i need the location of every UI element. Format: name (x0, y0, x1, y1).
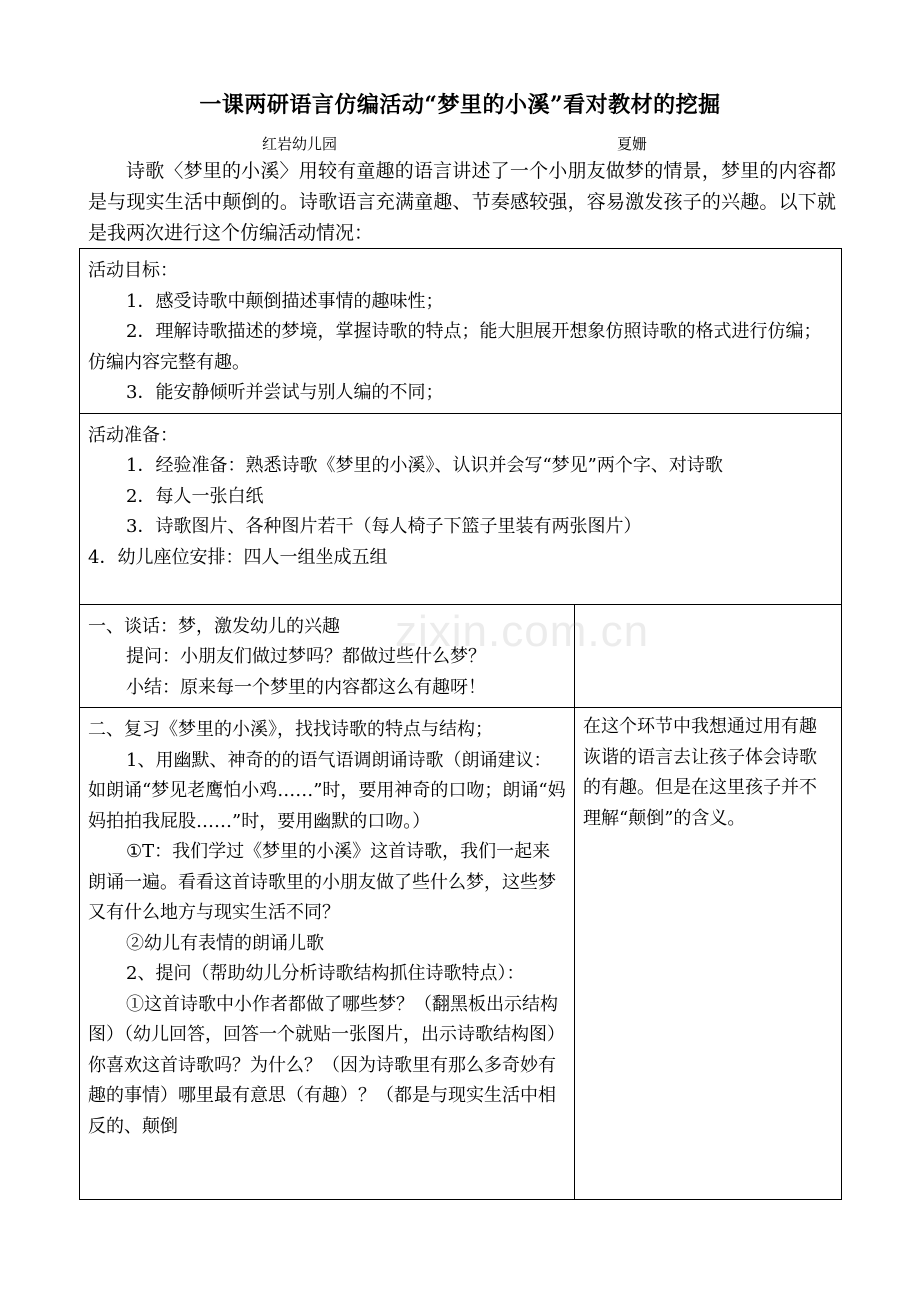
step1-cell (80, 604, 575, 708)
step2-note-cell (575, 708, 842, 1200)
step2-paragraph: ①T：我们学过《梦里的小溪》这首诗歌，我们一起来朗诵一遍。看看这首诗歌里的小朋友做了些什么梦，这些梦又有什么地方与现实生活不同？ (88, 841, 556, 923)
step2-paragraph: ②幼儿有表情的朗诵儿歌 (126, 932, 324, 954)
watermark: zixin.com.cn (395, 607, 650, 656)
step2-row (80, 708, 842, 1200)
goals-heading: 活动目标： (88, 260, 178, 281)
school-name: 红岩幼儿园 (262, 135, 338, 153)
prep-item: 2．每人一张白纸 (126, 485, 264, 507)
goal-item: 2．理解诗歌描述的梦境，掌握诗歌的特点；能大胆展开想象仿照诗歌的格式进行仿编；仿编内容完整有趣。 (88, 321, 822, 373)
prep-seating: 4．幼儿座位安排：四人一组坐成五组 (88, 546, 388, 568)
step2-note: 在这个环节中我想通过用有趣诙谐的语言去让孩子体会诗歌的有趣。但是在这里孩子并不理解“颠倒”的含义。 (583, 716, 817, 829)
page-title: 一课两研语言仿编活动“梦里的小溪”看对教材的挖掘 (199, 92, 721, 118)
step1-summary: 小结：原来每一个梦里的内容都这么有趣呀！ (126, 676, 486, 698)
lesson-table (79, 248, 842, 1200)
intro-paragraph: 诗歌〈梦里的小溪〉用较有童趣的语言讲述了一个小朋友做梦的情景，梦里的内容都是与现实生活中颠倒的。诗歌语言充满童趣、节奏感较强，容易激发孩子的兴趣。以下就是我两次进行这个仿编活动情况： (88, 160, 836, 244)
goal-item: 3．能安静倾听并尝试与别人编的不同； (126, 382, 444, 403)
goals-cell (80, 249, 842, 414)
prep-item: 1．经验准备：熟悉诗歌《梦里的小溪》、认识并会写“梦见”两个字、对诗歌 (126, 455, 723, 476)
prep-cell (80, 413, 842, 604)
goal-item: 1．感受诗歌中颠倒描述事情的趣味性； (126, 290, 444, 312)
step1-row (80, 604, 842, 708)
prep-item: 3．诗歌图片、各种图片若干（每人椅子下篮子里装有两张图片） (126, 516, 642, 537)
step1-heading: 一、谈话：梦，激发幼儿的兴趣 (88, 615, 340, 637)
step2-cell (80, 708, 575, 1200)
prep-heading: 活动准备： (88, 424, 178, 446)
prep-row (80, 413, 842, 604)
step1-question: 提问：小朋友们做过梦吗？都做过些什么梦？ (126, 646, 486, 667)
step1-note-cell (575, 604, 842, 708)
step2-paragraph: 2、提问（帮助幼儿分析诗歌结构抓住诗歌特点）： (126, 963, 525, 984)
step2-paragraph: ①这首诗歌中小作者都做了哪些梦？（翻黑板出示结构图）（幼儿回答，回答一个就贴一张图片，出示诗歌结构图）你喜欢这首诗歌吗？为什么？（因为诗歌里有那么多奇妙有趣的事情）哪里最有意思（有趣）？（都是与现实生活中相反的、颠倒 (88, 993, 565, 1137)
step2-heading: 二、复习《梦里的小溪》，找找诗歌的特点与结构； (88, 719, 493, 740)
goals-row (80, 249, 842, 414)
step2-paragraph: 1、用幽默、神奇的的语气语调朗诵诗歌（朗诵建议：如朗诵“梦见老鹰怕小鸡……”时，要用神奇的口吻；朗诵“妈妈拍拍我屁股……”时，要用幽默的口吻。） (88, 749, 566, 832)
author-name: 夏姗 (617, 135, 648, 153)
